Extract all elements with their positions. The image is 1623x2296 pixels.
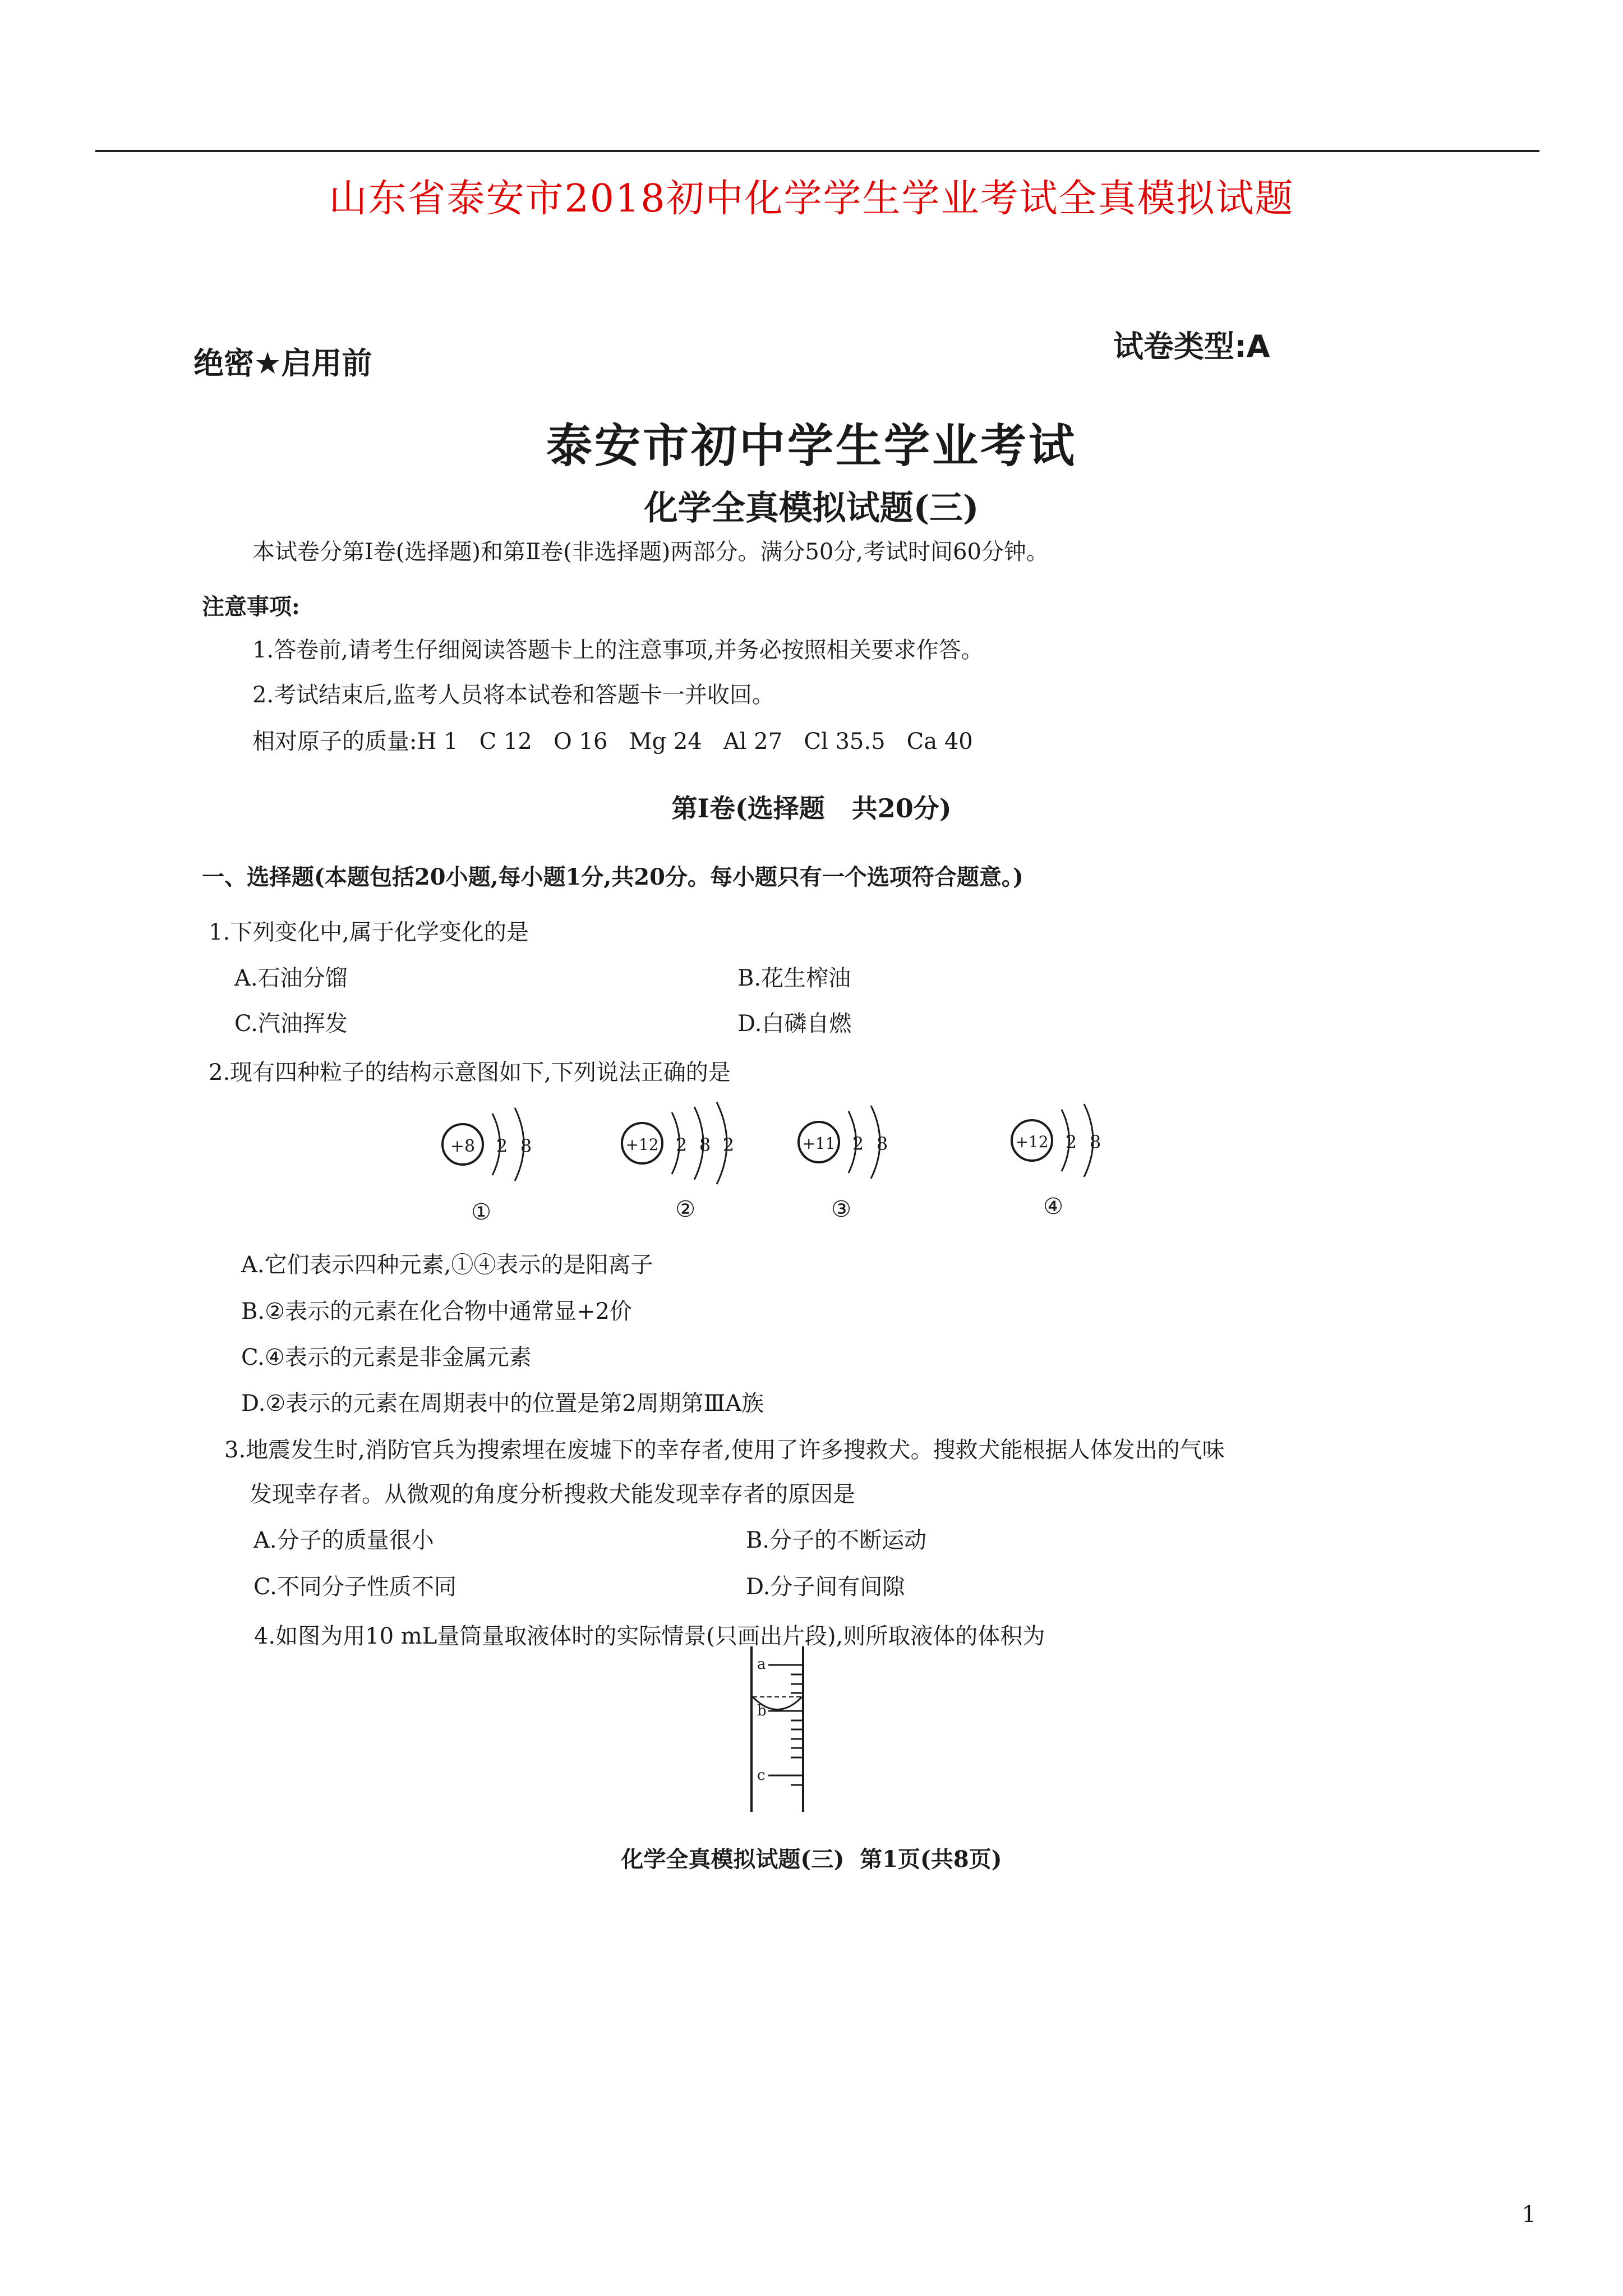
q2-option-c: C.④表示的元素是非金属元素 (241, 1345, 532, 1370)
shell-electrons: 8 (1089, 1131, 1101, 1153)
q3-option-b: B.分子的不断运动 (746, 1527, 927, 1553)
nucleus-charge: +12 (625, 1135, 659, 1154)
q2-stem: 2.现有四种粒子的结构示意图如下,下列说法正确的是 (209, 1060, 731, 1085)
shell-electrons: 8 (520, 1135, 532, 1157)
q3-stem-line1: 3.地震发生时,消防官兵为搜索埋在废墟下的幸存者,使用了许多搜救犬。搜救犬能根据人体发出的气味 (224, 1437, 1225, 1463)
q1-option-b: B.花生榨油 (737, 965, 851, 991)
q2-option-a: A.它们表示四种元素,①④表示的是阳离子 (241, 1252, 653, 1278)
nucleus-charge: +12 (1015, 1133, 1049, 1151)
exam-title: 泰安市初中学生学业考试 (546, 419, 1077, 473)
shell-electrons: 8 (699, 1134, 711, 1156)
shell-electrons: 2 (722, 1134, 735, 1156)
shell-electrons: 2 (1065, 1131, 1077, 1153)
notes-heading: 注意事项: (202, 593, 300, 620)
note-item: 2.考试结束后,监考人员将本试卷和答题卡一并收回。 (252, 682, 774, 708)
cylinder-mark-c: c (757, 1767, 766, 1784)
shell-electrons: 2 (496, 1135, 508, 1157)
part1-heading: 第Ⅰ卷(选择题 共20分) (671, 793, 952, 823)
particle-diagram-2 (622, 1102, 734, 1184)
q1-option-a: A.石油分馏 (234, 965, 348, 991)
cylinder-mark-a: a (757, 1656, 766, 1673)
page-footer: 化学全真模拟试题(三) 第1页(共8页) (621, 1846, 1002, 1872)
cylinder-mark-b: b (757, 1703, 767, 1719)
particle-diagram-3 (799, 1106, 888, 1179)
particle-label-1: ① (471, 1199, 491, 1225)
particle-diagram-1 (442, 1108, 532, 1181)
secret-mark: 绝密★启用前 (193, 346, 372, 381)
particle-label-2: ② (675, 1197, 695, 1222)
q2-option-b: B.②表示的元素在化合物中通常显+2价 (241, 1299, 632, 1324)
nucleus-charge: +11 (802, 1134, 836, 1153)
exam-subtitle: 化学全真模拟试题(三) (644, 489, 979, 528)
header-rule (95, 150, 1539, 152)
shell-electrons: 2 (675, 1134, 688, 1156)
graduated-cylinder-figure (729, 1644, 830, 1818)
q2-option-d: D.②表示的元素在周期表中的位置是第2周期第ⅢA族 (241, 1391, 764, 1416)
q3-option-a: A.分子的质量很小 (253, 1527, 434, 1553)
atomic-structure-diagrams (0, 1088, 1623, 1257)
particle-label-4: ④ (1043, 1194, 1063, 1220)
q4-stem: 4.如图为用10 mL量筒量取液体时的实际情景(只画出片段),则所取液体的体积为 (254, 1623, 1045, 1649)
shell-electrons: 2 (852, 1133, 864, 1154)
note-item: 1.答卷前,请考生仔细阅读答题卡上的注意事项,并务必按照相关要求作答。 (252, 637, 984, 663)
q3-stem-line2: 发现幸存者。从微观的角度分析搜救犬能发现幸存者的原因是 (250, 1481, 855, 1507)
shell-electrons: 8 (876, 1133, 888, 1154)
page-number: 1 (1521, 2202, 1536, 2228)
nucleus-charge: +8 (450, 1137, 476, 1156)
q1-option-c: C.汽油挥发 (234, 1011, 348, 1037)
exam-intro: 本试卷分第Ⅰ卷(选择题)和第Ⅱ卷(非选择题)两部分。满分50分,考试时间60分钟。 (252, 539, 1049, 565)
document-title: 山东省泰安市2018初中化学学生学业考试全真模拟试题 (329, 177, 1294, 221)
paper-type: 试卷类型:A (1113, 329, 1270, 364)
q3-option-c: C.不同分子性质不同 (253, 1574, 457, 1600)
q1-stem: 1.下列变化中,属于化学变化的是 (209, 919, 529, 945)
atomic-mass-list: 相对原子的质量:H 1 C 12 O 16 Mg 24 Al 27 Cl 35.5 Ca 40 (252, 729, 973, 754)
q1-option-d: D.白磷自燃 (737, 1011, 852, 1037)
section1-heading: 一、选择题(本题包括20小题,每小题1分,共20分。每小题只有一个选项符合题意。) (202, 864, 1023, 890)
q3-option-d: D.分子间有间隙 (746, 1574, 905, 1600)
particle-diagram-4 (1012, 1104, 1101, 1177)
particle-label-3: ③ (831, 1197, 851, 1222)
